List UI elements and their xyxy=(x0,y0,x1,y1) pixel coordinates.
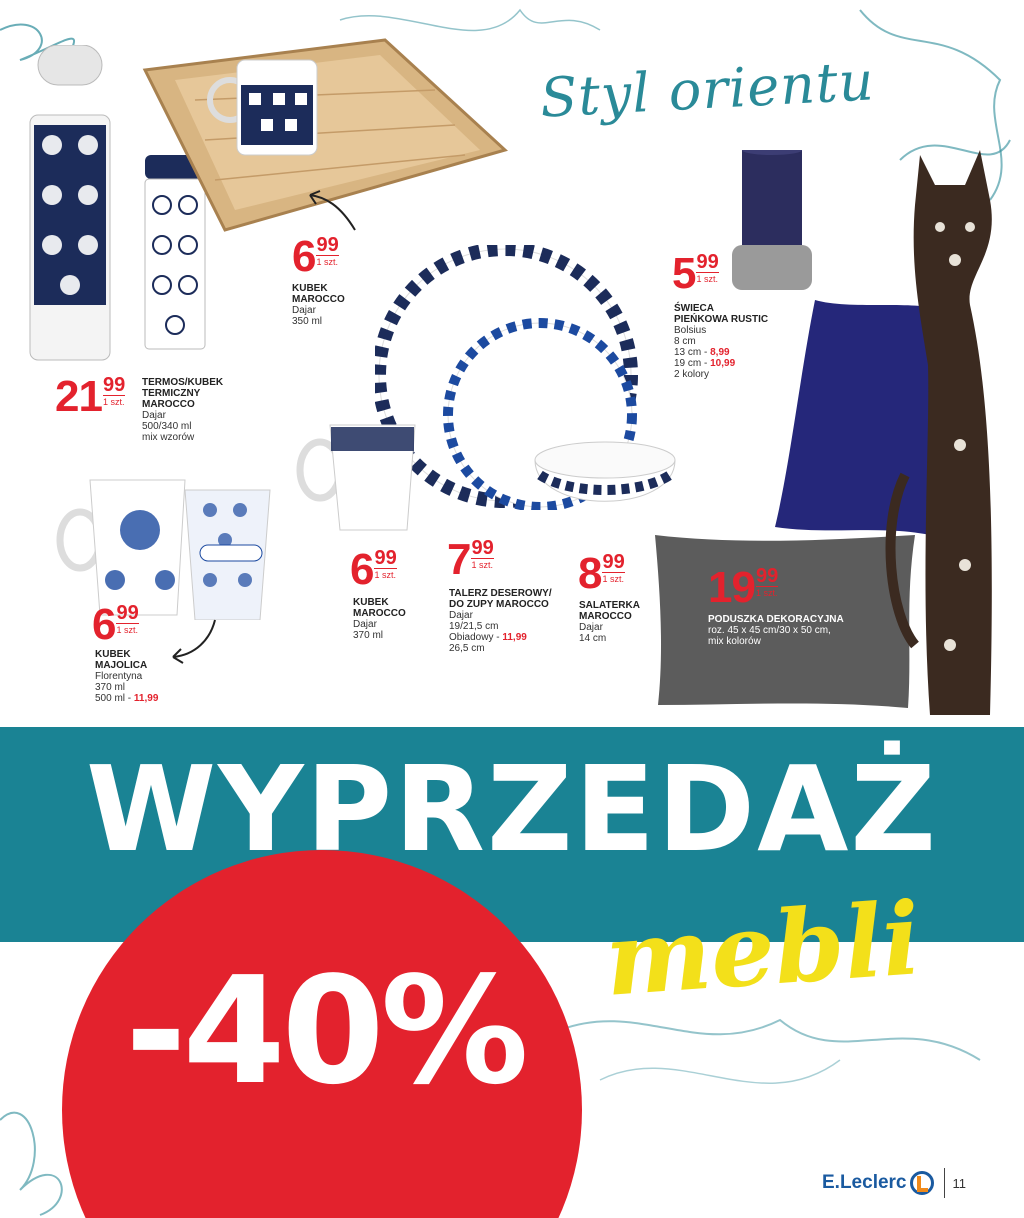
price-salaterka: 8 $\frac{99}{\text{1 szt.}}$ xyxy=(578,549,625,598)
leclerc-logo-icon xyxy=(910,1171,934,1195)
desc-kubek-marocco-2: KUBEK MAROCCO Dajar 370 ml xyxy=(353,597,406,641)
cat-figurine-image xyxy=(880,145,1010,720)
desc-kubek-tray: KUBEK MAROCCO Dajar 350 ml xyxy=(292,283,345,327)
arrow-icon xyxy=(300,185,360,235)
price-kubek-majolica: 6 $\frac{99}{\text{1 szt.}}$ xyxy=(92,600,139,649)
tray-mug-image xyxy=(205,55,325,160)
banner-title: WYPRZEDAŻ xyxy=(86,740,938,878)
price-kubek-marocco-2: 6 $\frac{99}{\text{1 szt.}}$ xyxy=(350,545,397,594)
desc-poduszka: PODUSZKA DEKORACYJNA roz. 45 x 45 cm/30 x 50 cm, mix kolorów xyxy=(708,614,844,647)
discount-text: -40% xyxy=(125,945,525,1117)
candle-image xyxy=(730,150,815,295)
majolica-mugs-image xyxy=(55,470,285,620)
divider xyxy=(944,1168,945,1198)
price-poduszka: 19 $\frac{99}{\text{1 szt.}}$ xyxy=(708,563,779,612)
desc-talerz: TALERZ DESEROWY/ DO ZUPY MAROCCO Dajar 19/21,5 cm Obiadowy - 11,99 26,5 cm xyxy=(449,588,552,654)
thermos-image xyxy=(20,45,140,365)
cup-image xyxy=(295,415,425,540)
desc-termos: TERMOS/KUBEK TERMICZNY MAROCCO Dajar 500/340 ml mix wzorów xyxy=(142,377,224,443)
bowl-image xyxy=(530,440,680,530)
price-kubek-tray: 6 $\frac{99}{\text{1 szt.}}$ xyxy=(292,232,339,281)
desc-salaterka: SALATERKA MAROCCO Dajar 14 cm xyxy=(579,600,640,644)
desc-swieca: ŚWIECA PIEŃKOWA RUSTIC Bolsius 8 cm 13 cm - 8,99 19 cm - 10,99 2 kolory xyxy=(674,303,769,380)
desc-kubek-majolica: KUBEK MAJOLICA Florentyna 370 ml 500 ml - 11,99 xyxy=(95,649,159,704)
price-swieca: 5 $\frac{99}{\text{1 szt.}}$ xyxy=(672,249,719,298)
page-number: 11 xyxy=(952,1175,966,1191)
price-termos: 21 $\frac{99}{\text{1 szt.}}$ xyxy=(55,372,126,421)
arrow-icon-majolica xyxy=(165,615,225,665)
leclerc-logo: E.Leclerc xyxy=(822,1172,907,1193)
headline-styl-orientu: Styl orientu xyxy=(538,49,876,130)
banner-script: mebli xyxy=(601,879,925,1019)
footer xyxy=(822,1168,966,1198)
price-talerz: 7 $\frac{99}{\text{1 szt.}}$ xyxy=(447,535,494,584)
